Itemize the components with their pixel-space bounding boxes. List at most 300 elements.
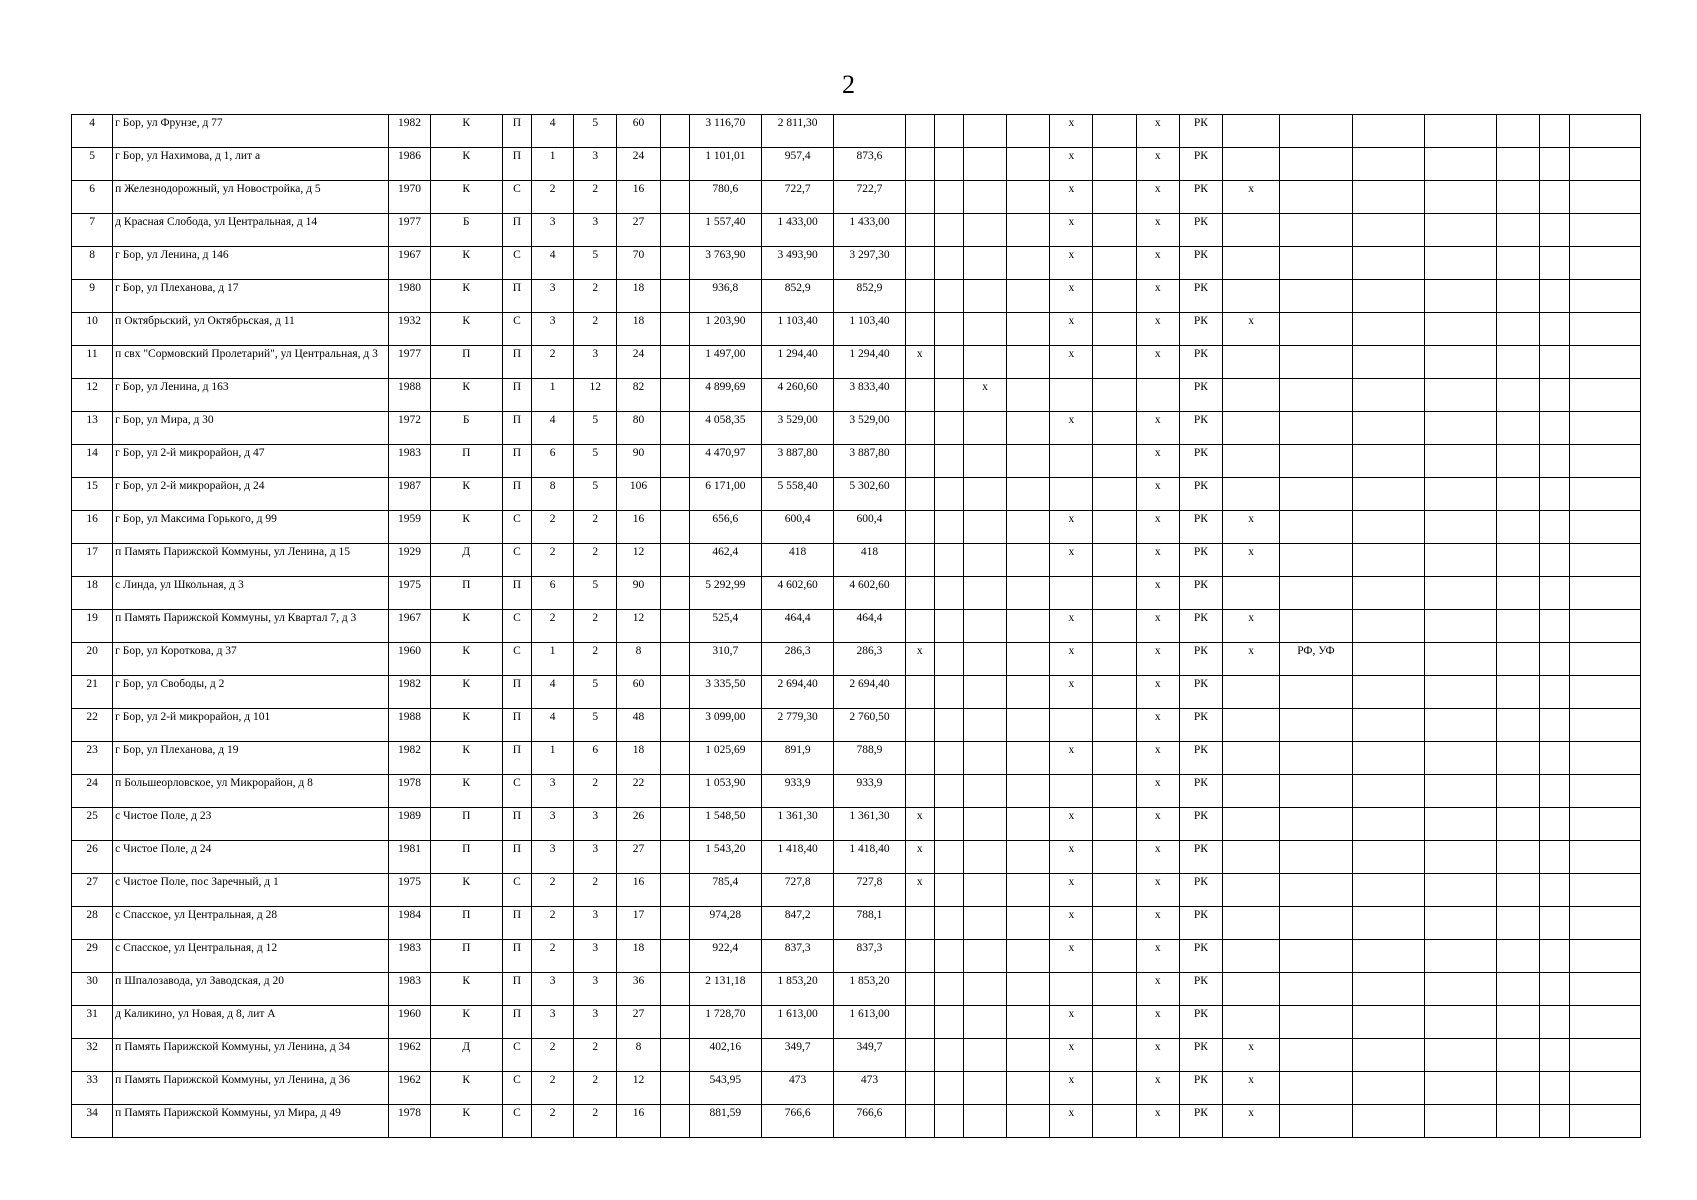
cell-b: П [502, 346, 531, 379]
cell-a: П [430, 346, 502, 379]
empty-cell [1497, 643, 1540, 676]
empty-cell [1540, 511, 1569, 544]
cell-e: 90 [617, 445, 660, 478]
cell-o [1093, 445, 1136, 478]
cell-h: 1 613,00 [762, 1006, 834, 1039]
cell-f [660, 445, 689, 478]
cell-l [963, 148, 1006, 181]
cell-i: 2 760,50 [834, 709, 905, 742]
cell-c: 3 [532, 313, 574, 346]
cell-f [660, 907, 689, 940]
cell-f [660, 775, 689, 808]
cell-k [934, 280, 963, 313]
empty-cell [1569, 511, 1641, 544]
cell-j [905, 544, 934, 577]
cell-k [934, 478, 963, 511]
empty-cell [1569, 577, 1641, 610]
empty-cell [1352, 313, 1424, 346]
cell-j [905, 709, 934, 742]
cell-s [1280, 973, 1352, 1006]
cell-n2: х [1050, 676, 1093, 709]
cell-i [834, 115, 905, 148]
cell-i: 3 529,00 [834, 412, 905, 445]
cell-j [905, 940, 934, 973]
cell-n2 [1050, 478, 1093, 511]
cell-r [1223, 478, 1280, 511]
cell-n: 26 [72, 841, 113, 874]
cell-a: К [430, 676, 502, 709]
cell-c: 3 [532, 1006, 574, 1039]
cell-i: 2 694,40 [834, 676, 905, 709]
cell-p: х [1136, 940, 1179, 973]
cell-b: С [502, 511, 531, 544]
empty-cell [1352, 544, 1424, 577]
cell-a: К [430, 313, 502, 346]
cell-f [660, 181, 689, 214]
cell-n: 12 [72, 379, 113, 412]
cell-i: 473 [834, 1072, 905, 1105]
cell-n2: х [1050, 907, 1093, 940]
cell-h: 3 887,80 [762, 445, 834, 478]
cell-k [934, 115, 963, 148]
cell-k [934, 841, 963, 874]
cell-k [934, 874, 963, 907]
cell-d: 3 [574, 1006, 617, 1039]
cell-address: г Бор, ул Свободы, д 2 [113, 676, 389, 709]
cell-o [1093, 544, 1136, 577]
cell-e: 16 [617, 1105, 660, 1138]
cell-i: 5 302,60 [834, 478, 905, 511]
empty-cell [1497, 1039, 1540, 1072]
cell-r [1223, 775, 1280, 808]
cell-s [1280, 1072, 1352, 1105]
table-row [72, 1006, 1641, 1039]
cell-c: 2 [532, 907, 574, 940]
cell-n: 29 [72, 940, 113, 973]
cell-g: 4 058,35 [689, 412, 761, 445]
table-row [72, 775, 1641, 808]
empty-cell [1569, 973, 1641, 1006]
empty-cell [1569, 1006, 1641, 1039]
empty-cell [1352, 940, 1424, 973]
empty-cell [1352, 181, 1424, 214]
empty-cell [1569, 1072, 1641, 1105]
empty-cell [1497, 973, 1540, 1006]
cell-g: 2 131,18 [689, 973, 761, 1006]
empty-cell [1497, 874, 1540, 907]
empty-cell [1352, 841, 1424, 874]
empty-cell [1569, 643, 1641, 676]
cell-f [660, 511, 689, 544]
cell-r: х [1223, 511, 1280, 544]
empty-cell [1424, 577, 1496, 610]
cell-h: 1 361,30 [762, 808, 834, 841]
cell-e: 27 [617, 214, 660, 247]
cell-s [1280, 313, 1352, 346]
cell-n: 22 [72, 709, 113, 742]
cell-i: 286,3 [834, 643, 905, 676]
cell-year: 1978 [389, 775, 430, 808]
cell-k [934, 544, 963, 577]
cell-a: К [430, 148, 502, 181]
empty-cell [1424, 478, 1496, 511]
empty-cell [1569, 313, 1641, 346]
cell-n: 8 [72, 247, 113, 280]
empty-cell [1497, 544, 1540, 577]
cell-e: 12 [617, 544, 660, 577]
cell-f [660, 1039, 689, 1072]
cell-e: 106 [617, 478, 660, 511]
cell-g: 1 548,50 [689, 808, 761, 841]
cell-s [1280, 412, 1352, 445]
cell-a: К [430, 115, 502, 148]
cell-d: 2 [574, 1105, 617, 1138]
empty-cell [1424, 709, 1496, 742]
cell-g: 3 099,00 [689, 709, 761, 742]
cell-j [905, 214, 934, 247]
cell-q: РК [1179, 610, 1222, 643]
cell-c: 4 [532, 709, 574, 742]
empty-cell [1540, 973, 1569, 1006]
cell-d: 5 [574, 709, 617, 742]
empty-cell [1352, 148, 1424, 181]
cell-f [660, 742, 689, 775]
cell-q: РК [1179, 940, 1222, 973]
cell-n2: х [1050, 874, 1093, 907]
cell-year: 1988 [389, 709, 430, 742]
cell-year: 1977 [389, 214, 430, 247]
cell-n: 13 [72, 412, 113, 445]
cell-s [1280, 346, 1352, 379]
cell-c: 2 [532, 181, 574, 214]
cell-q: РК [1179, 280, 1222, 313]
empty-cell [1352, 1072, 1424, 1105]
cell-k [934, 577, 963, 610]
cell-d: 5 [574, 478, 617, 511]
cell-o [1093, 1105, 1136, 1138]
cell-i: 766,6 [834, 1105, 905, 1138]
cell-n: 17 [72, 544, 113, 577]
cell-d: 2 [574, 313, 617, 346]
cell-d: 2 [574, 874, 617, 907]
cell-n: 14 [72, 445, 113, 478]
cell-o [1093, 247, 1136, 280]
cell-k [934, 808, 963, 841]
cell-r: х [1223, 1105, 1280, 1138]
cell-e: 60 [617, 115, 660, 148]
cell-i: 3 887,80 [834, 445, 905, 478]
empty-cell [1540, 742, 1569, 775]
cell-q: РК [1179, 214, 1222, 247]
cell-g: 780,6 [689, 181, 761, 214]
empty-cell [1424, 280, 1496, 313]
cell-o [1093, 577, 1136, 610]
cell-m [1007, 346, 1050, 379]
cell-f [660, 544, 689, 577]
cell-s [1280, 148, 1352, 181]
cell-b: П [502, 577, 531, 610]
cell-n: 24 [72, 775, 113, 808]
cell-n: 9 [72, 280, 113, 313]
cell-c: 2 [532, 610, 574, 643]
table-row [72, 1039, 1641, 1072]
cell-address: д Красная Слобода, ул Центральная, д 14 [113, 214, 389, 247]
cell-n: 18 [72, 577, 113, 610]
cell-address: п Шпалозавода, ул Заводская, д 20 [113, 973, 389, 1006]
cell-o [1093, 1072, 1136, 1105]
cell-j [905, 973, 934, 1006]
cell-s [1280, 214, 1352, 247]
cell-d: 2 [574, 775, 617, 808]
cell-o [1093, 181, 1136, 214]
cell-b: С [502, 775, 531, 808]
cell-n2 [1050, 775, 1093, 808]
cell-s [1280, 742, 1352, 775]
cell-j: х [905, 346, 934, 379]
cell-o [1093, 709, 1136, 742]
cell-year: 1962 [389, 1039, 430, 1072]
cell-l [963, 214, 1006, 247]
cell-o [1093, 148, 1136, 181]
cell-d: 2 [574, 511, 617, 544]
cell-p: х [1136, 643, 1179, 676]
cell-s [1280, 1006, 1352, 1039]
cell-l [963, 709, 1006, 742]
cell-c: 2 [532, 511, 574, 544]
cell-c: 1 [532, 148, 574, 181]
cell-o [1093, 412, 1136, 445]
cell-j [905, 379, 934, 412]
table-row [72, 577, 1641, 610]
cell-year: 1983 [389, 973, 430, 1006]
cell-m [1007, 577, 1050, 610]
cell-address: г Бор, ул Плеханова, д 17 [113, 280, 389, 313]
cell-n2 [1050, 973, 1093, 1006]
cell-q: РК [1179, 1006, 1222, 1039]
empty-cell [1424, 445, 1496, 478]
cell-j [905, 247, 934, 280]
empty-cell [1424, 379, 1496, 412]
empty-cell [1352, 379, 1424, 412]
cell-n: 33 [72, 1072, 113, 1105]
cell-m [1007, 313, 1050, 346]
cell-r: х [1223, 610, 1280, 643]
cell-n2: х [1050, 808, 1093, 841]
cell-b: С [502, 874, 531, 907]
cell-n: 34 [72, 1105, 113, 1138]
empty-cell [1424, 940, 1496, 973]
empty-cell [1540, 280, 1569, 313]
cell-b: П [502, 478, 531, 511]
cell-g: 785,4 [689, 874, 761, 907]
cell-i: 837,3 [834, 940, 905, 973]
cell-a: П [430, 808, 502, 841]
cell-h: 2 811,30 [762, 115, 834, 148]
cell-l [963, 412, 1006, 445]
cell-year: 1970 [389, 181, 430, 214]
cell-k [934, 247, 963, 280]
empty-cell [1540, 445, 1569, 478]
cell-q: РК [1179, 775, 1222, 808]
cell-n2: х [1050, 247, 1093, 280]
cell-a: П [430, 841, 502, 874]
cell-l [963, 544, 1006, 577]
cell-a: Б [430, 412, 502, 445]
cell-address: с Спасское, ул Центральная, д 12 [113, 940, 389, 973]
cell-r: х [1223, 313, 1280, 346]
cell-g: 1 203,90 [689, 313, 761, 346]
cell-d: 2 [574, 1039, 617, 1072]
cell-q: РК [1179, 445, 1222, 478]
table-row [72, 1105, 1641, 1138]
cell-address: г Бор, ул 2-й микрорайон, д 47 [113, 445, 389, 478]
cell-b: С [502, 643, 531, 676]
cell-b: С [502, 313, 531, 346]
cell-h: 600,4 [762, 511, 834, 544]
cell-f [660, 148, 689, 181]
cell-address: г Бор, ул Плеханова, д 19 [113, 742, 389, 775]
cell-p: х [1136, 511, 1179, 544]
cell-k [934, 907, 963, 940]
cell-a: Д [430, 1039, 502, 1072]
cell-r [1223, 247, 1280, 280]
cell-l: х [963, 379, 1006, 412]
cell-o [1093, 478, 1136, 511]
empty-cell [1569, 709, 1641, 742]
cell-p: х [1136, 544, 1179, 577]
table-row [72, 412, 1641, 445]
empty-cell [1424, 247, 1496, 280]
table-row [72, 1072, 1641, 1105]
cell-a: К [430, 610, 502, 643]
cell-h: 464,4 [762, 610, 834, 643]
cell-a: П [430, 940, 502, 973]
cell-k [934, 1072, 963, 1105]
empty-cell [1352, 676, 1424, 709]
cell-j: х [905, 841, 934, 874]
cell-e: 18 [617, 313, 660, 346]
cell-l [963, 115, 1006, 148]
cell-g: 1 728,70 [689, 1006, 761, 1039]
cell-year: 1972 [389, 412, 430, 445]
cell-m [1007, 379, 1050, 412]
cell-k [934, 1105, 963, 1138]
cell-s [1280, 247, 1352, 280]
cell-b: П [502, 412, 531, 445]
empty-cell [1424, 544, 1496, 577]
empty-cell [1497, 280, 1540, 313]
empty-cell [1569, 775, 1641, 808]
cell-e: 24 [617, 148, 660, 181]
cell-a: К [430, 511, 502, 544]
cell-q: РК [1179, 643, 1222, 676]
cell-a: П [430, 577, 502, 610]
cell-h: 3 529,00 [762, 412, 834, 445]
cell-m [1007, 115, 1050, 148]
cell-s [1280, 478, 1352, 511]
cell-m [1007, 907, 1050, 940]
empty-cell [1497, 115, 1540, 148]
cell-r [1223, 709, 1280, 742]
cell-f [660, 940, 689, 973]
cell-year: 1988 [389, 379, 430, 412]
cell-m [1007, 676, 1050, 709]
cell-r [1223, 280, 1280, 313]
empty-cell [1569, 610, 1641, 643]
cell-d: 2 [574, 1072, 617, 1105]
cell-p: х [1136, 478, 1179, 511]
cell-n2: х [1050, 742, 1093, 775]
empty-cell [1497, 808, 1540, 841]
cell-year: 1977 [389, 346, 430, 379]
cell-j [905, 478, 934, 511]
cell-i: 852,9 [834, 280, 905, 313]
cell-year: 1978 [389, 1105, 430, 1138]
cell-s [1280, 907, 1352, 940]
cell-p: х [1136, 808, 1179, 841]
cell-g: 922,4 [689, 940, 761, 973]
cell-r [1223, 214, 1280, 247]
cell-m [1007, 742, 1050, 775]
cell-f [660, 808, 689, 841]
empty-cell [1540, 247, 1569, 280]
cell-d: 12 [574, 379, 617, 412]
cell-m [1007, 511, 1050, 544]
empty-cell [1497, 841, 1540, 874]
cell-j [905, 610, 934, 643]
cell-e: 16 [617, 874, 660, 907]
cell-n: 16 [72, 511, 113, 544]
cell-o [1093, 1039, 1136, 1072]
table-row [72, 676, 1641, 709]
cell-d: 3 [574, 808, 617, 841]
cell-m [1007, 973, 1050, 1006]
empty-cell [1497, 577, 1540, 610]
cell-m [1007, 1039, 1050, 1072]
cell-d: 3 [574, 148, 617, 181]
empty-cell [1352, 973, 1424, 1006]
cell-p: х [1136, 115, 1179, 148]
table-row [72, 478, 1641, 511]
cell-h: 1 433,00 [762, 214, 834, 247]
empty-cell [1540, 181, 1569, 214]
cell-o [1093, 511, 1136, 544]
cell-c: 3 [532, 841, 574, 874]
cell-a: К [430, 1105, 502, 1138]
cell-e: 27 [617, 841, 660, 874]
empty-cell [1540, 874, 1569, 907]
cell-address: д Каликино, ул Новая, д 8, лит А [113, 1006, 389, 1039]
table-row [72, 313, 1641, 346]
table-row [72, 445, 1641, 478]
cell-d: 5 [574, 676, 617, 709]
empty-cell [1497, 1072, 1540, 1105]
cell-r: х [1223, 181, 1280, 214]
cell-s [1280, 1039, 1352, 1072]
cell-p: х [1136, 577, 1179, 610]
cell-i: 722,7 [834, 181, 905, 214]
cell-address: г Бор, ул Короткова, д 37 [113, 643, 389, 676]
cell-a: К [430, 643, 502, 676]
cell-n: 10 [72, 313, 113, 346]
cell-f [660, 874, 689, 907]
cell-l [963, 445, 1006, 478]
cell-q: РК [1179, 148, 1222, 181]
empty-cell [1424, 346, 1496, 379]
cell-n: 19 [72, 610, 113, 643]
cell-b: С [502, 610, 531, 643]
cell-address: п свх "Сормовский Пролетарий", ул Центральная, д 3 [113, 346, 389, 379]
